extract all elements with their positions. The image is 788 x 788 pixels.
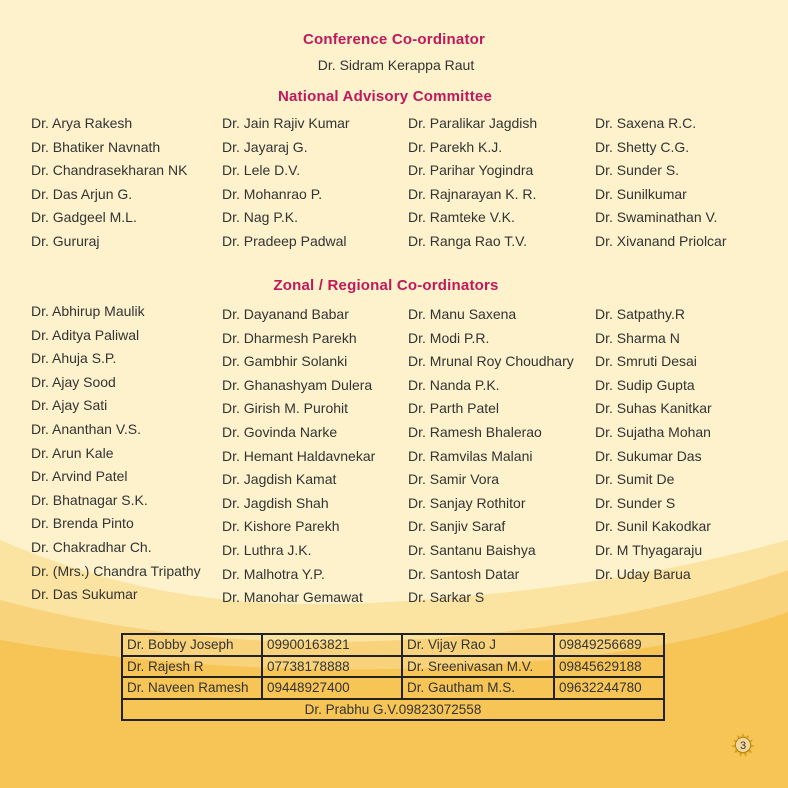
contact-phone: 09823072558 [398,701,482,717]
contact-phone: 09849256689 [554,634,664,656]
advisory-column-1 [31,112,187,254]
list-item: Dr. Uday Barua [595,565,691,582]
contact-phone: 09632244780 [554,677,664,699]
list-item: Dr. Sharma N [595,329,680,346]
list-item: Dr. Lele D.V. [222,162,301,179]
list-item: Dr. Mrunal Roy Choudhary [408,353,574,370]
list-item: Dr. Sudip Gupta [595,376,695,393]
list-item: Dr. Dayanand Babar [222,306,349,322]
list-item: Dr. Kishore Parekh [222,518,340,535]
zonal-column-4 [595,303,712,586]
list-item: Dr. Luthra J.K. [222,541,312,558]
list-item: Dr. Suhas Kanitkar [595,400,712,417]
list-item: Dr. Paralikar Jagdish [408,115,538,131]
list-item: Dr. Rajnarayan K. R. [408,185,537,202]
contact-phone: 09845629188 [554,656,664,678]
list-item: Dr. M Thyagaraju [595,541,703,558]
list-item: Dr. Malhotra Y.P. [222,565,325,582]
conference-coordinator-name: Dr. Sidram Kerappa Raut [317,57,475,73]
table-row [122,677,664,699]
list-item: Dr. Ramteke V.K. [408,209,515,226]
list-item: Dr. Sanjiv Saraf [408,518,506,535]
list-item: Dr. Chandrasekharan NK [31,162,188,179]
list-item: Dr. Smruti Desai [595,353,697,370]
list-item: Dr. (Mrs.) Chandra Tripathy [31,562,201,579]
list-item: Dr. Parihar Yogindra [408,162,534,179]
page-number: 3 [739,740,747,752]
table-row [122,634,664,656]
contact-merged-cell [122,699,664,721]
list-item: Dr. Ranga Rao T.V. [408,232,528,249]
list-item: Dr. Govinda Narke [222,423,338,440]
list-item: Dr. Shetty C.G. [595,138,690,155]
advisory-committee-heading: National Advisory Committee [277,88,493,105]
contact-name: Dr. Bobby Joseph [122,634,262,656]
list-item: Dr. Saxena R.C. [595,115,697,131]
list-item: Dr. Jagdish Kamat [222,471,337,488]
list-item: Dr. Sujatha Mohan [595,423,711,440]
list-item: Dr. Nanda P.K. [408,376,500,393]
zonal-column-2 [222,303,375,610]
list-item: Dr. Ajay Sood [31,373,116,390]
list-item: Dr. Manu Saxena [408,306,517,322]
list-item: Dr. Pradeep Padwal [222,232,347,249]
list-item: Dr. Sumit De [595,471,675,488]
list-item: Dr. Manohar Gemawat [222,589,363,606]
list-item: Dr. Abhirup Maulik [31,303,145,319]
list-item: Dr. Jain Rajiv Kumar [222,115,350,131]
contact-phone: 09900163821 [262,634,402,656]
list-item: Dr. Hemant Haldavnekar [222,447,376,464]
list-item: Dr. Nag P.K. [222,209,299,226]
contact-name: Dr. Vijay Rao J [402,634,554,656]
list-item: Dr. Ghanashyam Dulera [222,376,373,393]
list-item: Dr. Sanjay Rothitor [408,494,526,511]
list-item: Dr. Jagdish Shah [222,494,329,511]
list-item: Dr. Satpathy.R [595,306,686,322]
zonal-column-1 [31,300,201,607]
conference-coordinator-heading: Conference Co-ordinator [302,31,486,48]
list-item: Dr. Arun Kale [31,444,114,461]
advisory-column-4 [595,112,727,254]
list-item: Dr. Gambhir Solanki [222,353,348,370]
list-item: Dr. Bhatnagar S.K. [31,491,148,508]
contact-phone: 07738178888 [262,656,402,678]
zonal-column-3 [408,303,574,610]
list-item: Dr. Ananthan V.S. [31,420,142,437]
list-item: Dr. Arya Rakesh [31,115,133,131]
contact-name: Dr. Rajesh R [122,656,262,678]
list-item: Dr. Xivanand Priolcar [595,232,727,249]
list-item: Dr. Das Arjun G. [31,185,133,202]
list-item: Dr. Ramesh Bhalerao [408,423,542,440]
list-item: Dr. Sarkar S [408,589,485,606]
list-item: Dr. Sunder S. [595,162,680,179]
list-item: Dr. Aditya Paliwal [31,326,140,343]
list-item: Dr. Das Sukumar [31,586,138,603]
list-item: Dr. Sukumar Das [595,447,702,464]
list-item: Dr. Brenda Pinto [31,515,134,532]
table-row [122,699,664,721]
list-item: Dr. Gadgeel M.L. [31,209,137,226]
contacts-table [121,633,665,721]
list-item: Dr. Dharmesh Parekh [222,329,357,346]
list-item: Dr. Santanu Baishya [408,541,536,558]
list-item: Dr. Sunil Kakodkar [595,518,711,535]
list-item: Dr. Girish M. Purohit [222,400,349,417]
list-item: Dr. Parekh K.J. [408,138,503,155]
contact-name: Dr. Naveen Ramesh [122,677,262,699]
contact-name: Dr. Sreenivasan M.V. [402,656,554,678]
advisory-column-3 [408,112,537,254]
advisory-column-2 [222,112,350,254]
table-row [122,656,664,678]
page-number-badge [731,733,755,757]
list-item: Dr. Sunilkumar [595,185,687,202]
contact-name: Dr. Gautham M.S. [402,677,554,699]
contact-phone: 09448927400 [262,677,402,699]
list-item: Dr. Swaminathan V. [595,209,718,226]
contact-name: Dr. Prabhu G.V. [304,701,399,717]
list-item: Dr. Arvind Patel [31,468,128,485]
list-item: Dr. Chakradhar Ch. [31,538,152,555]
list-item: Dr. Ahuja S.P. [31,350,117,367]
list-item: Dr. Mohanrao P. [222,185,323,202]
list-item: Dr. Jayaraj G. [222,138,308,155]
list-item: Dr. Santosh Datar [408,565,520,582]
list-item: Dr. Ajay Sati [31,397,108,414]
list-item: Dr. Bhatiker Navnath [31,138,161,155]
list-item: Dr. Samir Vora [408,471,500,488]
list-item: Dr. Sunder S [595,494,676,511]
zonal-coordinators-heading: Zonal / Regional Co-ordinators [273,277,499,294]
list-item: Dr. Modi P.R. [408,329,490,346]
list-item: Dr. Gururaj [31,232,100,249]
list-item: Dr. Ramvilas Malani [408,447,533,464]
list-item: Dr. Parth Patel [408,400,500,417]
